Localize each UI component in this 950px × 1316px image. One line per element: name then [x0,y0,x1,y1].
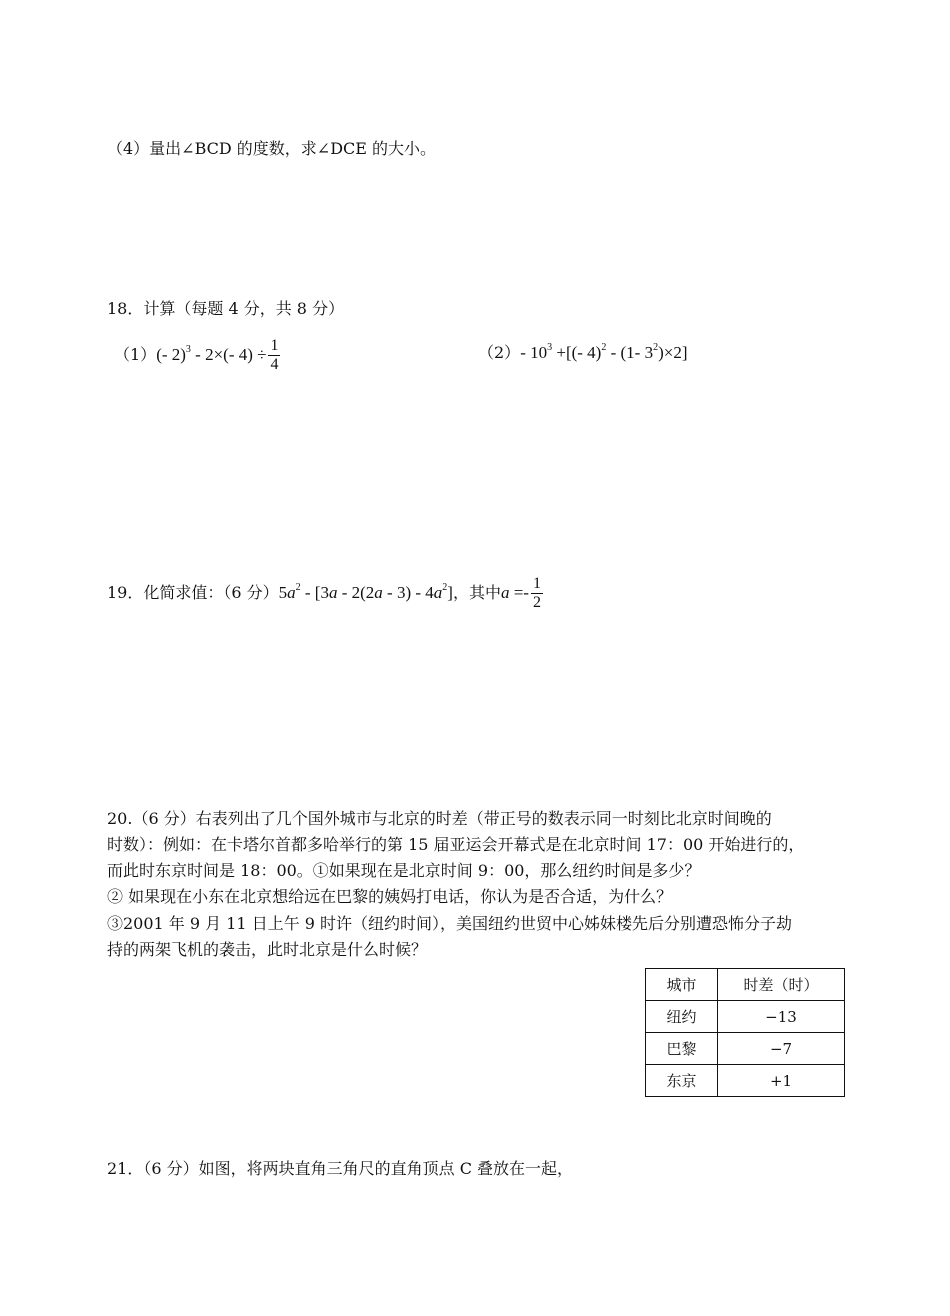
question-19 [107,575,545,615]
expression-part: - 10 [520,343,548,362]
part-label: （2） [478,343,521,362]
expression-part: - (1- 3 [606,343,654,362]
question-20-line: 20.（6 分）右表列出了几个国外城市与北京的时差（带正号的数表示同一时刻比北京时间晚的 [107,809,772,828]
variable: a [500,583,510,602]
expression-part: 5 [278,583,288,602]
table-header-cell: 时差（时） [718,969,845,1001]
exponent: 2 [295,582,301,593]
table-row [646,1033,845,1065]
variable: a [287,583,296,602]
table-cell: −13 [718,1001,845,1033]
where-text: ，其中 [452,583,501,602]
expression-part: - [3 [300,583,329,602]
expression-part: - 2(2 [337,583,375,602]
table-row [646,1001,845,1033]
expression-part: (- 2) [156,345,186,364]
table-header-cell: 城市 [646,969,718,1001]
question-18-title: 18．计算（每题 4 分，共 8 分） [107,299,345,318]
table-row [646,1065,845,1097]
fraction [268,337,280,374]
part-label: （1） [114,345,157,364]
table-cell: 纽约 [646,1001,718,1033]
exponent: 2 [601,342,607,353]
expression-part: )×2] [658,343,688,362]
expression-part: - 3) - 4 [382,583,434,602]
variable: a [374,583,383,602]
question-20-line: ② 如果现在小东在北京想给远在巴黎的姨妈打电话，你认为是否合适，为什么？ [107,887,673,906]
question-20-line: 而此时东京时间是 18：00。①如果现在是北京时间 9：00，那么纽约时间是多少？ [107,861,701,880]
question-label: 19．化简求值：（6 分） [107,583,279,602]
fraction [531,575,543,612]
question-20-line: 持的两架飞机的袭击，此时北京是什么时候？ [107,940,428,959]
expression-part: =- [509,583,529,602]
exponent: 2 [442,582,448,593]
question-18-part-1 [114,337,282,377]
question-20-line: ③2001 年 9 月 11 日上午 9 时许（纽约时间），美国纽约世贸中心姊妹楼先后分别遭恐怖分子劫 [107,914,793,933]
variable: a [328,583,338,602]
fraction-denominator: 4 [270,356,279,373]
exponent: 2 [653,342,659,353]
fraction-numerator: 1 [532,575,541,592]
exponent: 3 [547,342,553,353]
exponent: 3 [185,344,191,355]
expression-part: ] [447,583,453,602]
variable: a [433,583,443,602]
table-cell: 巴黎 [646,1033,718,1065]
table-cell: +1 [718,1065,845,1097]
expression-part: +[(- 4) [552,343,602,362]
table-cell: 东京 [646,1065,718,1097]
question-21: 21．（6 分）如图，将两块直角三角尺的直角顶点 C 叠放在一起， [107,1159,574,1178]
fraction-denominator: 2 [532,594,541,611]
expression-part: - 2×(- 4) ÷ [190,345,267,364]
question-18-part-2 [478,337,688,364]
question-17-part-4: （4）量出∠BCD 的度数，求∠DCE 的大小。 [107,139,437,158]
table-cell: −7 [718,1033,845,1065]
time-difference-table [645,968,845,1097]
fraction-numerator: 1 [270,337,279,354]
table-header-row [646,969,845,1001]
question-20-line: 时数）：例如：在卡塔尔首都多哈举行的第 15 届亚运会开幕式是在北京时间 17：00 开始进行的， [107,835,805,854]
